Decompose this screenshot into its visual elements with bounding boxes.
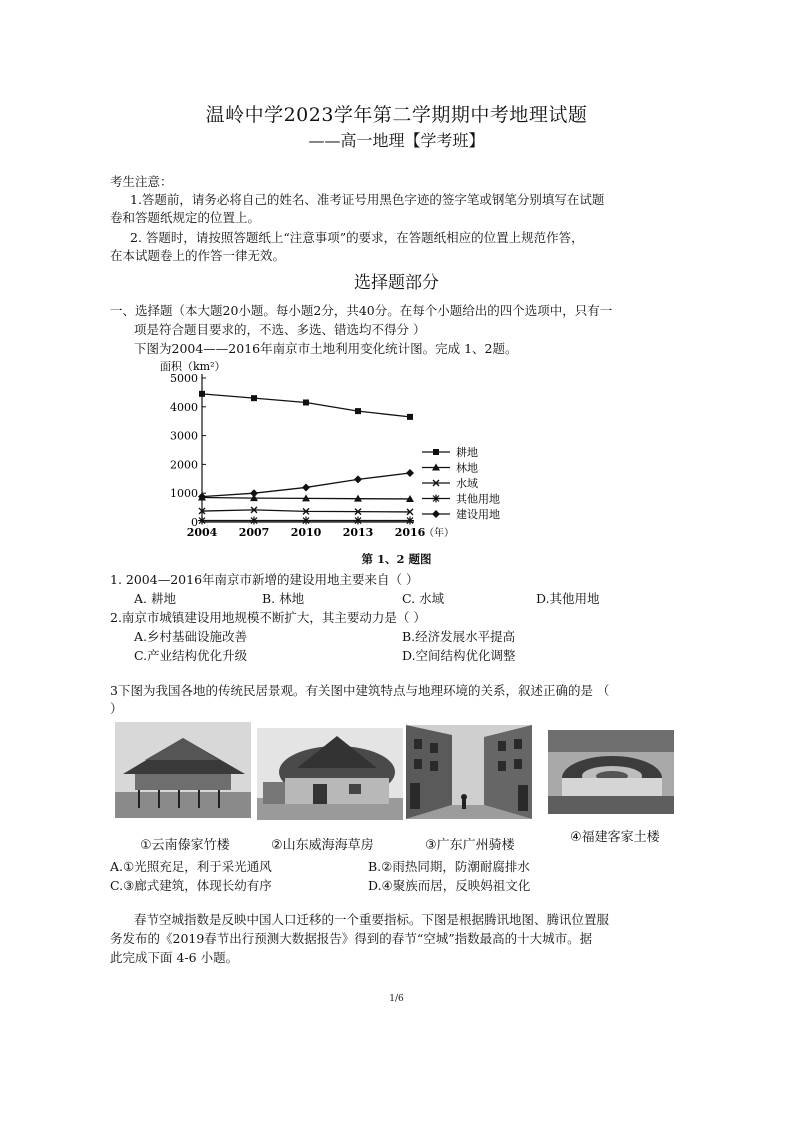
instruction-line-1: 一、选择题（本大题20小题。每小题2分，共40分。在每个小题给出的四个选项中，只有一 [110, 303, 613, 318]
data-point-0-2 [303, 399, 309, 405]
instruction-line-3: 下图为2004——2016年南京市土地利用变化统计图。完成 1、2题。 [134, 341, 518, 356]
data-point-3-4 [406, 517, 414, 525]
arcade-building-photo [406, 724, 532, 820]
data-point-4-4 [406, 469, 414, 477]
instruction-line-2: 项是符合题目要求的，不选、多选、错选均不得分 ） [134, 322, 426, 337]
x-tick-label: 2016 [394, 526, 426, 539]
dai-bamboo-house-photo [115, 722, 251, 818]
legend-marker-0 [433, 449, 439, 455]
section-title: 选择题部分 [354, 273, 439, 293]
chart-caption: 第 1、2 题图 [361, 552, 432, 566]
q1-option-b[interactable]: B. 林地 [262, 591, 305, 606]
y-tick-label: 1000 [170, 487, 198, 501]
data-point-3-0 [198, 517, 206, 525]
data-point-4-2 [302, 483, 310, 491]
data-point-4-1 [250, 489, 258, 497]
seaweed-house-photo [257, 726, 403, 822]
data-point-0-0 [199, 391, 205, 397]
x-tick-label: 2007 [238, 526, 270, 539]
q1-stem: 1. 2004—2016年南京市新增的建设用地主要来自（ ） [110, 572, 419, 587]
notice-item-2: 2. 答题时，请按照答题纸上“注意事项”的要求，在答题纸相应的位置上规范作答， [130, 230, 584, 245]
page-number: 1/6 [389, 994, 404, 1004]
x-axis-unit: （年） [424, 528, 454, 539]
legend-marker-3 [432, 495, 440, 503]
q3-stem-cont: ） [110, 701, 123, 716]
passage-line-3: 此完成下面 4-6 小题。 [110, 950, 239, 965]
data-point-3-3 [354, 517, 362, 525]
notice-item-1: 1.答题前，请务必将自己的姓名、准考证号用黑色字迹的签字笔或钢笔分别填写在试题 [130, 192, 605, 207]
data-point-3-1 [250, 517, 258, 525]
y-tick-label: 0 [191, 516, 198, 529]
q3-option-d[interactable]: D.④聚族而居，反映妈祖文化 [368, 878, 531, 893]
q1-option-c[interactable]: C. 水域 [402, 591, 445, 606]
q2-option-c[interactable]: C.产业结构优化升级 [134, 648, 248, 663]
x-tick-label: 2013 [342, 526, 374, 539]
q3-option-b[interactable]: B.②雨热同期，防潮耐腐排水 [368, 859, 530, 874]
data-point-3-2 [302, 517, 310, 525]
passage-line-1: 春节空城指数是反映中国人口迁移的一个重要指标。下图是根据腾讯地图、腾讯位置服 [134, 912, 610, 927]
y-tick-label: 3000 [170, 429, 198, 443]
legend-label-1: 林地 [456, 461, 478, 475]
q3-option-c[interactable]: C.③廊式建筑，体现长幼有序 [110, 878, 272, 893]
notice-item-2-cont: 在本试题卷上的作答一律无效。 [110, 248, 286, 263]
photo-caption-2: ②山东威海海草房 [271, 838, 374, 853]
passage-line-2: 务发布的《2019春节出行预测大数据报告》得到的春节“空城”指数最高的十大城市。据 [110, 931, 593, 946]
legend-marker-4 [432, 510, 440, 518]
q2-option-d[interactable]: D.空间结构优化调整 [402, 648, 516, 663]
y-axis-label: 面积（km²） [160, 360, 226, 373]
q1-option-a[interactable]: A. 耕地 [134, 591, 176, 606]
data-point-0-4 [407, 414, 413, 420]
land-use-line-chart [160, 360, 520, 542]
photo-caption-3: ③广东广州骑楼 [425, 838, 515, 853]
photo-caption-4: ④福建客家土楼 [570, 830, 660, 845]
data-point-0-1 [251, 395, 257, 401]
q2-option-a[interactable]: A.乡村基础设施改善 [134, 629, 248, 644]
notice-heading: 考生注意： [110, 174, 173, 189]
y-tick-label: 5000 [170, 372, 198, 385]
x-tick-label: 2004 [186, 526, 218, 539]
x-tick-label: 2010 [290, 526, 322, 539]
exam-title: 温岭中学2023学年第二学期期中考地理试题 [205, 104, 588, 126]
data-point-4-3 [354, 475, 362, 483]
legend-label-4: 建设用地 [456, 508, 500, 521]
y-tick-label: 4000 [170, 400, 198, 414]
q3-stem: 3下图为我国各地的传统民居景观。有关图中建筑特点与地理环境的关系，叙述正确的是 （ [110, 683, 610, 698]
notice-item-1-cont: 卷和答题纸规定的位置上。 [110, 210, 261, 225]
legend-label-2: 水域 [456, 477, 478, 490]
photo-caption-1: ①云南傣家竹楼 [140, 838, 230, 853]
legend-label-3: 其他用地 [456, 492, 500, 506]
data-point-0-3 [355, 408, 361, 414]
legend-label-0: 耕地 [456, 446, 478, 459]
q1-option-d[interactable]: D.其他用地 [536, 591, 600, 606]
y-tick-label: 2000 [170, 458, 198, 472]
tulou-photo [548, 724, 674, 820]
exam-subtitle: ——高一地理【学考班】 [308, 131, 485, 150]
q3-option-a[interactable]: A.①光照充足，利于采光通风 [110, 859, 272, 874]
q2-option-b[interactable]: B.经济发展水平提高 [402, 629, 516, 644]
q2-stem: 2.南京市城镇建设用地规模不断扩大，其主要动力是（ ） [110, 610, 426, 625]
